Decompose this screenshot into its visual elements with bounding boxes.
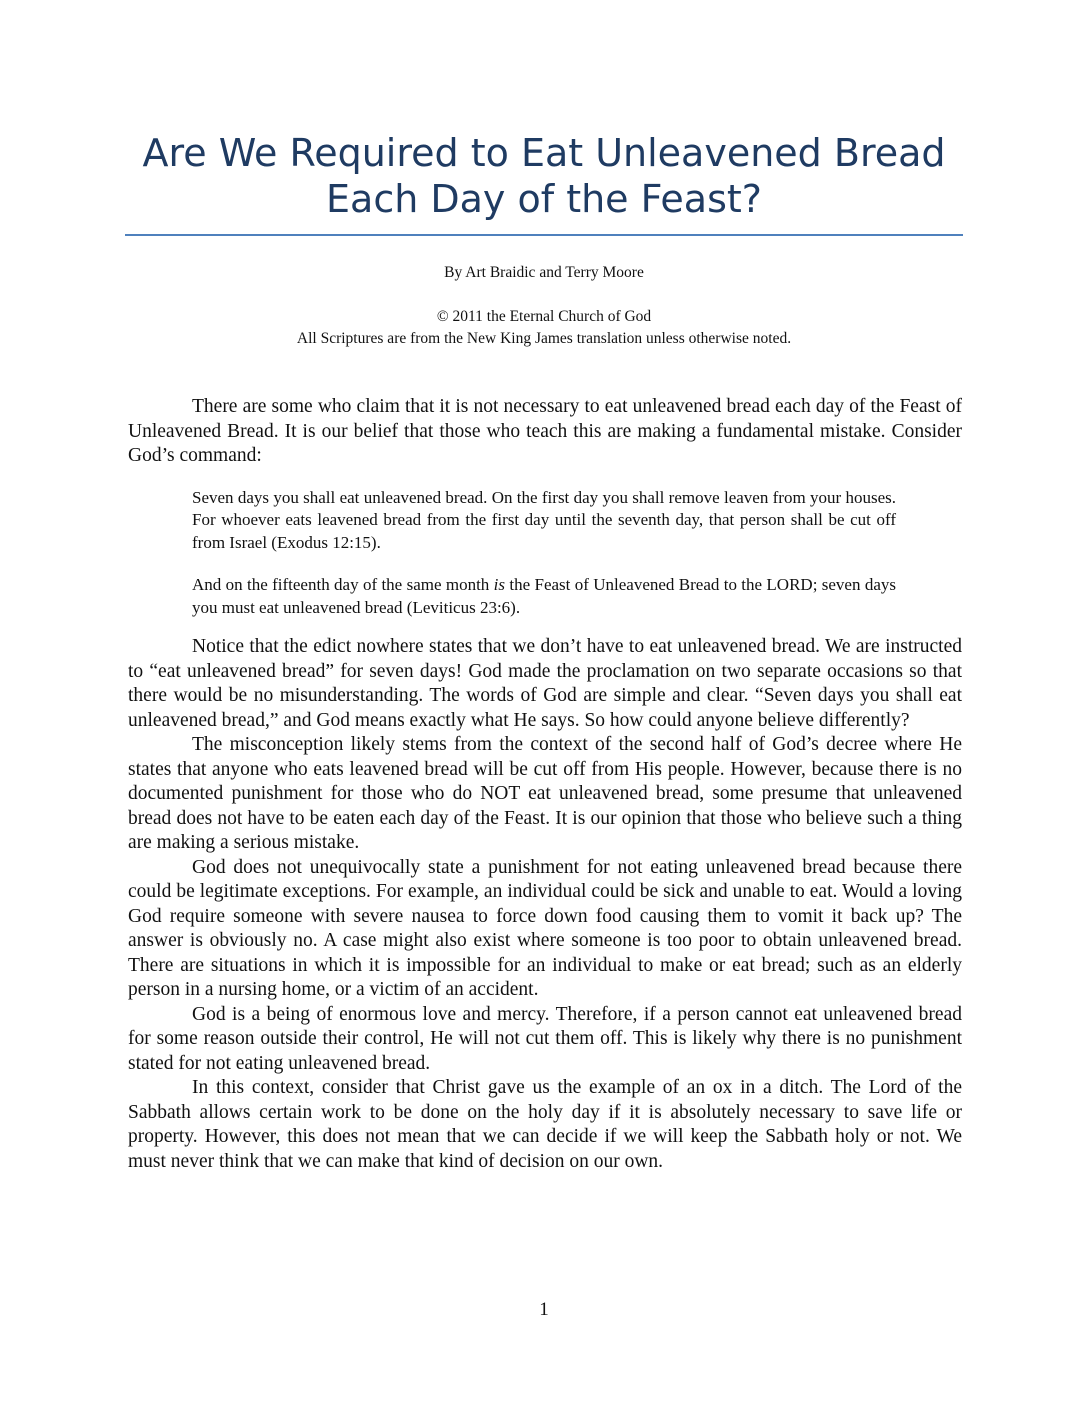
byline: By Art Braidic and Terry Moore xyxy=(444,264,644,281)
page-number: 1 xyxy=(539,1299,549,1320)
paragraph-2: Notice that the edict nowhere states that we don’t have to eat unleavened bread. We are instructed to “eat unleavened bread” for seven days! God made the proclamation on two separate occasions so that there would be no misunderstanding. The words of God are simple and clear. “Seven days you shall eat unleavened bread,” and God means exactly what He says. So how could anyone believe differently? xyxy=(128,636,962,731)
quote-exodus: Seven days you shall eat unleavened bread. On the first day you shall remove leaven from your houses. For whoever eats leavened bread from the first day until the seventh day, that person shall be cut off from Israel (Exodus 12:15). xyxy=(192,487,896,552)
paragraph-3: The misconception likely stems from the context of the second half of God’s decree where He states that anyone who eats leavened bread will be cut off from His people. However, because there is no documented punishment for those who do NOT eat unleavened bread, some presume that unleavened bread does not have to be eaten each day of the Feast. It is our opinion that those who believe such a thing are making a serious mistake. xyxy=(128,734,962,853)
scripture-quotes xyxy=(192,487,896,620)
quote-leviticus xyxy=(192,574,896,619)
copyright-notice: © 2011 the Eternal Church of God xyxy=(436,308,652,325)
paragraph-6: In this context, consider that Christ gave us the example of an ox in a ditch. The Lord of the Sabbath allows certain work to be done on the holy day if it is absolutely necessary to save life or property. However, this does not mean that we can decide if we will keep the Sabbath holy or not. We must never think that we can make that kind of decision on our own. xyxy=(128,1077,962,1172)
title-line-1: Are We Required to Eat Unleavened Bread xyxy=(142,131,946,175)
scripture-note: All Scriptures are from the New King James translation unless otherwise noted. xyxy=(296,330,792,347)
quote-leviticus-part2: the Feast of Unleavened Bread to the LORD; seven days you must eat unleavened bread (Leviticus 23:6). xyxy=(192,575,896,617)
paragraph-4: God does not unequivocally state a punishment for not eating unleavened bread because there could be legitimate exceptions. For example, an individual could be sick and unable to eat. Would a loving God require someone with severe nausea to force down food causing them to vomit it back up? The answer is obviously no. A case might also exist where someone is too poor to obtain unleavened bread. There are situations in which it is impossible for an individual to make or eat bread; such as an elderly person in a nursing home, or a victim of an accident. xyxy=(128,856,962,1000)
copyright-block xyxy=(125,306,963,350)
document-title xyxy=(125,130,963,222)
title-divider xyxy=(125,234,963,236)
paragraph-1: There are some who claim that it is not necessary to eat unleavened bread each day of the Feast of Unleavened Bread. It is our belief that those who teach this are making a fundamental mistake. Consider God’s command: xyxy=(128,396,962,466)
quote-leviticus-italic: is xyxy=(493,575,506,594)
quote-leviticus-part1: And on the fifteenth day of the same month xyxy=(192,575,494,594)
paragraph-5: God is a being of enormous love and mercy. Therefore, if a person cannot eat unleavened bread for some reason outside their control, He will not cut them off. This is likely why there is no punishment stated for not eating unleavened bread. xyxy=(128,1003,962,1074)
title-line-2: Each Day of the Feast? xyxy=(326,177,762,221)
article-body xyxy=(128,395,962,1174)
